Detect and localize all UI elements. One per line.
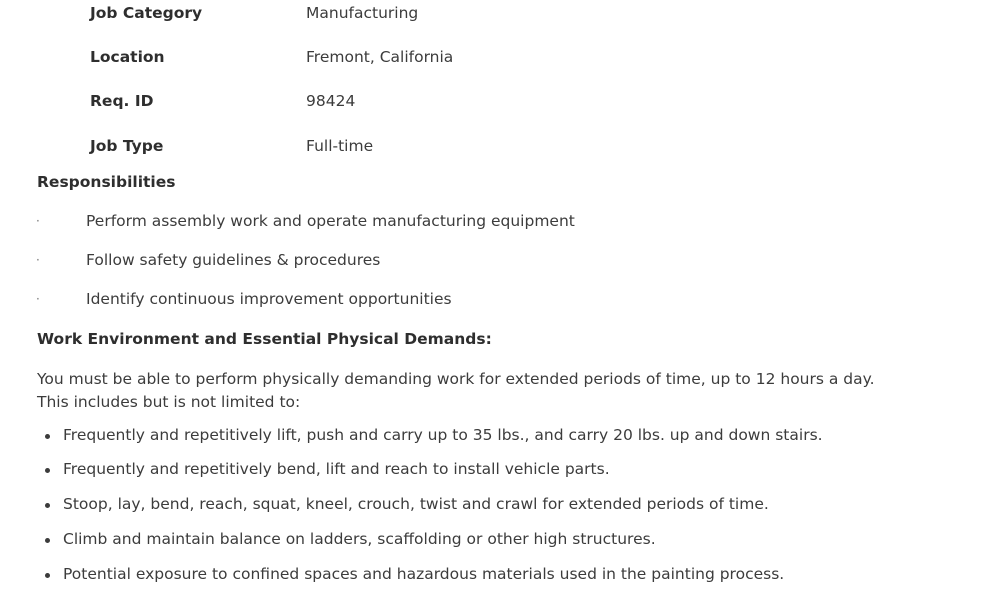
physical-demand-item — [0, 565, 1000, 589]
responsibility-item — [0, 212, 1000, 236]
job-detail-row-req-id — [0, 92, 1000, 116]
job-type-label: Job Type — [90, 137, 164, 155]
responsibility-item — [0, 251, 1000, 275]
job-category-label: Job Category — [90, 4, 203, 22]
bullet-icon — [45, 538, 50, 543]
bullet-icon: · — [36, 292, 40, 306]
job-category-value: Manufacturing — [306, 4, 419, 22]
job-detail-row-location — [0, 48, 1000, 72]
bullet-icon — [45, 434, 50, 439]
bullet-icon: · — [36, 253, 40, 267]
responsibility-text: Identify continuous improvement opportunities — [86, 290, 452, 308]
physical-demand-text: Frequently and repetitively bend, lift and reach to install vehicle parts. — [63, 460, 610, 478]
physical-demand-text: Climb and maintain balance on ladders, scaffolding or other high structures. — [63, 530, 656, 548]
req-id-value: 98424 — [306, 92, 356, 110]
bullet-icon — [45, 503, 50, 508]
responsibility-text: Follow safety guidelines & procedures — [86, 251, 381, 269]
req-id-label: Req. ID — [90, 92, 154, 110]
physical-demand-item — [0, 460, 1000, 484]
work-environment-intro: You must be able to perform physically demanding work for extended periods of time, up to 12 hours a day. This includes but is not limited to: — [37, 370, 875, 411]
physical-demand-text: Potential exposure to confined spaces and hazardous materials used in the painting process. — [63, 565, 785, 583]
job-type-value: Full-time — [306, 137, 374, 155]
work-environment-heading: Work Environment and Essential Physical Demands: — [37, 330, 492, 348]
physical-demand-item — [0, 495, 1000, 519]
job-detail-row-category — [0, 4, 1000, 28]
job-detail-row-job-type — [0, 137, 1000, 161]
bullet-icon — [45, 573, 50, 578]
responsibilities-heading: Responsibilities — [37, 173, 176, 191]
physical-demand-item — [0, 426, 1000, 450]
physical-demand-text: Frequently and repetitively lift, push and carry up to 35 lbs., and carry 20 lbs. up and down stairs. — [63, 426, 823, 444]
bullet-icon — [45, 468, 50, 473]
bullet-icon: · — [36, 214, 40, 228]
location-label: Location — [90, 48, 165, 66]
physical-demand-text: Stoop, lay, bend, reach, squat, kneel, crouch, twist and crawl for extended periods of time. — [63, 495, 769, 513]
physical-demand-item — [0, 530, 1000, 554]
responsibility-item — [0, 290, 1000, 314]
location-value: Fremont, California — [306, 48, 454, 66]
responsibility-text: Perform assembly work and operate manufacturing equipment — [86, 212, 575, 230]
